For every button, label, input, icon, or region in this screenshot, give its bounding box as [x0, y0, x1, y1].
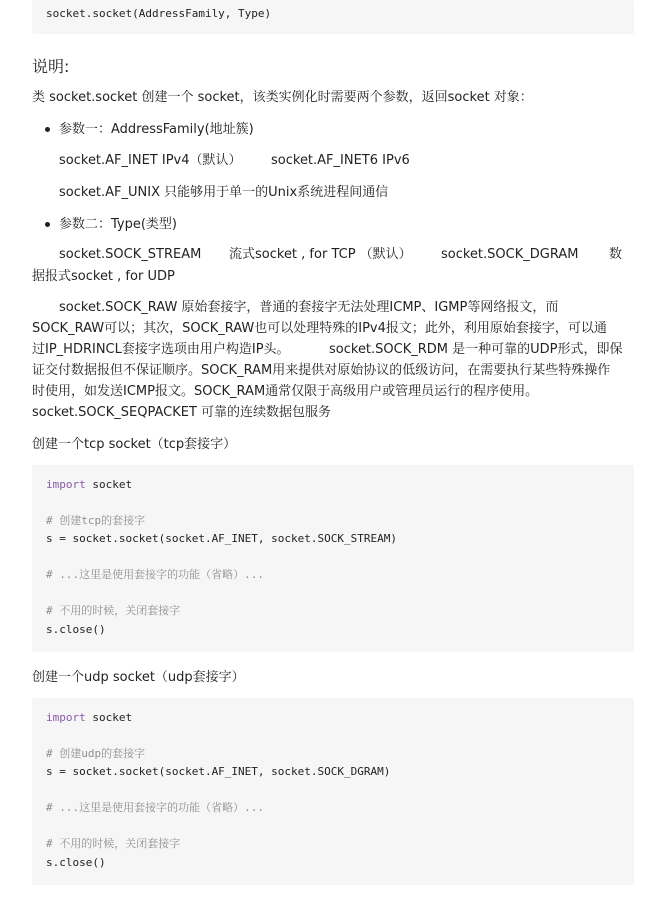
import-keyword: import [46, 711, 86, 724]
raw-line-2: SOCK_RAW可以；其次，SOCK_RAW也可以处理特殊的IPv4报文；此外，利用原始套接字，可以通 [32, 321, 607, 336]
code-comment: # 不用的时候，关闭套接字 [46, 604, 181, 617]
code-block-udp [32, 698, 634, 885]
code-import-line [46, 711, 132, 725]
code-close-line: s.close() [46, 623, 106, 636]
code-comment: # 不用的时候，关闭套接字 [46, 837, 181, 850]
af-inet6-text: socket.AF_INET6 IPv6 [271, 153, 410, 168]
raw-line-4: 证交付数据报但不保证顺序。SOCK_RAM用来提供对原始协议的低级访问，在需要执行某些特殊操作 [32, 363, 611, 378]
raw-line-5: 时使用，如发送ICMP报文。SOCK_RAM通常仅限于高级用户或管理员运行的程序使用。 [32, 384, 539, 399]
code-block-tcp [32, 465, 634, 652]
sock-stream-text: socket.SOCK_STREAM [59, 247, 202, 262]
raw-line-1: socket.SOCK_RAW 原始套接字，普通的套接字无法处理ICMP、IGMP等网络报文，而 [59, 300, 559, 315]
import-keyword: import [46, 478, 86, 491]
code-comment: # ...这里是使用套接字的功能（省略）... [46, 801, 264, 814]
raw-line-6: socket.SOCK_SEQPACKET 可靠的连续数据包服务 [32, 405, 332, 420]
code-comment: # 创建tcp的套接字 [46, 514, 146, 527]
code-comment: # ...这里是使用套接字的功能（省略）... [46, 568, 264, 581]
code-create-line: s = socket.socket(socket.AF_INET, socket.SOCK_DGRAM) [46, 765, 391, 778]
raw-line-3b: socket.SOCK_RDM 是一种可靠的UDP形式，即保 [329, 342, 623, 357]
sock-dgram-desc-end: 据报式socket , for UDP [32, 269, 175, 284]
code-line: socket.socket(AddressFamily, Type) [46, 7, 272, 20]
sock-dgram-desc-start: 数 [609, 247, 623, 262]
bullet-icon [45, 222, 50, 227]
tcp-section-title: 创建一个tcp socket（tcp套接字） [32, 437, 237, 452]
code-block-signature [32, 0, 634, 34]
code-create-line: s = socket.socket(socket.AF_INET, socket.SOCK_STREAM) [46, 532, 397, 545]
af-unix-text: socket.AF_UNIX 只能够用于单一的Unix系统进程间通信 [59, 185, 389, 200]
import-module: socket [85, 478, 133, 491]
param1-title: 参数一：AddressFamily(地址簇) [59, 122, 254, 137]
sock-stream-desc: 流式socket , for TCP （默认） [229, 247, 412, 262]
param2-title: 参数二：Type(类型) [59, 217, 178, 232]
intro-text: 类 socket.socket 创建一个 socket，该类实例化时需要两个参数，返回socket 对象： [32, 90, 533, 105]
udp-section-title: 创建一个udp socket（udp套接字） [32, 670, 245, 685]
raw-line-3a: 过IP_HDRINCL套接字选项由用户构造IP头。 [32, 342, 290, 357]
bullet-icon [45, 127, 50, 132]
import-module: socket [85, 711, 133, 724]
code-comment: # 创建udp的套接字 [46, 747, 146, 760]
code-close-line: s.close() [46, 856, 106, 869]
sock-dgram-text: socket.SOCK_DGRAM [441, 247, 579, 262]
section-heading: 说明: [32, 57, 70, 76]
af-inet-text: socket.AF_INET IPv4（默认） [59, 153, 242, 168]
code-import-line [46, 478, 132, 492]
